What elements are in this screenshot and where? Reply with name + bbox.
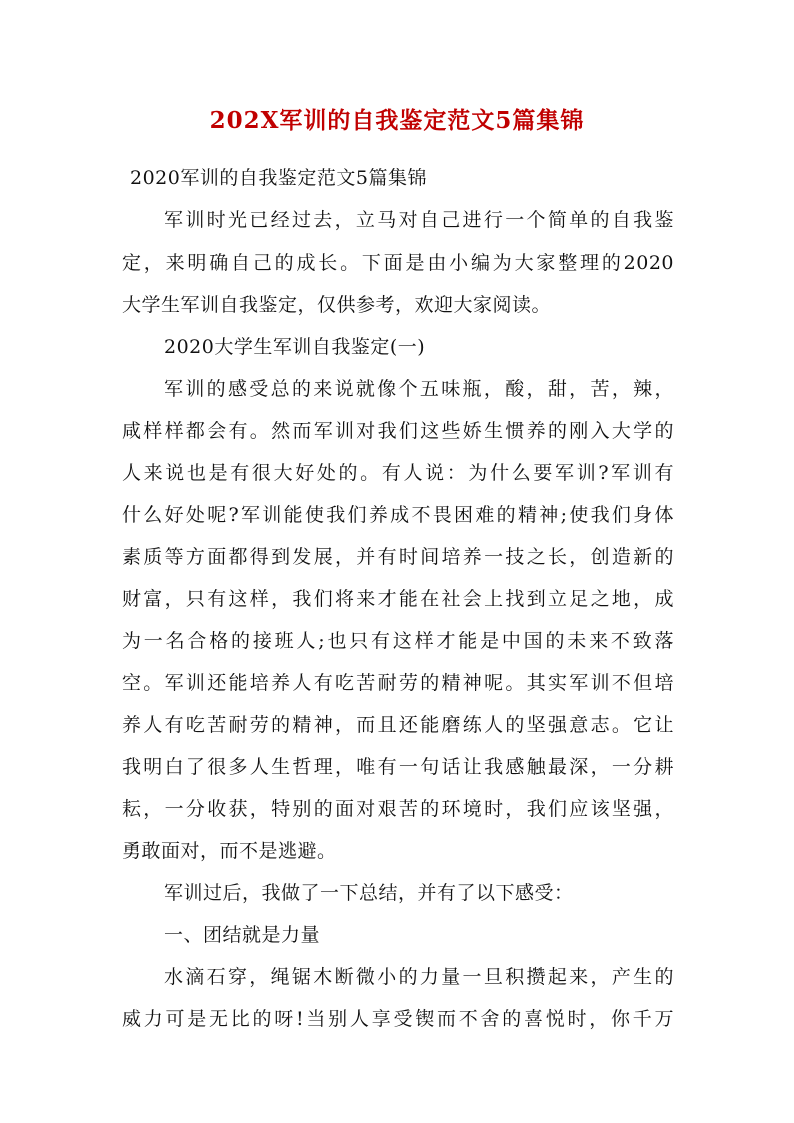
section-heading: 2020大学生军训自我鉴定(一) [164,336,426,358]
paragraph-line: 大学生军训自我鉴定，仅供参考，欢迎大家阅读。 [122,294,552,316]
paragraph-line: 空。军训还能培养人有吃苦耐劳的精神呢。其实军训不但培 [122,672,674,694]
paragraph-line: 人来说也是有很大好处的。有人说：为什么要军训?军训有 [122,462,674,484]
paragraph-line: 威力可是无比的呀!当别人享受锲而不舍的喜悦时，你千万 [122,1008,674,1030]
paragraph-line: 我明白了很多人生哲理，唯有一句话让我感触最深，一分耕 [122,756,674,778]
paragraph-line: 养人有吃苦耐劳的精神，而且还能磨练人的坚强意志。它让 [122,714,674,736]
paragraph-line: 军训时光已经过去，立马对自己进行一个简单的自我鉴 [164,209,674,231]
paragraph-line: 财富，只有这样，我们将来才能在社会上找到立足之地，成 [122,588,674,610]
paragraph-line: 军训的感受总的来说就像个五味瓶，酸，甜，苦，辣， [164,378,674,400]
document-subtitle: 2020军训的自我鉴定范文5篇集锦 [130,167,427,189]
paragraph-line: 什么好处呢?军训能使我们养成不畏困难的精神;使我们身体 [122,504,674,526]
paragraph-line: 勇敢面对，而不是逃避。 [122,840,337,862]
paragraph-line: 军训过后，我做了一下总结，并有了以下感受： [164,882,574,904]
paragraph-line: 水滴石穿，绳锯木断微小的力量一旦积攒起来，产生的 [164,966,674,988]
paragraph-line: 素质等方面都得到发展，并有时间培养一技之长，创造新的 [122,546,674,568]
paragraph-line: 定，来明确自己的成长。下面是由小编为大家整理的2020 [122,252,674,274]
paragraph-line: 咸样样都会有。然而军训对我们这些娇生惯养的刚入大学的 [122,420,674,442]
paragraph-line: 耘，一分收获，特别的面对艰苦的环境时，我们应该坚强， [122,798,674,820]
paragraph-line: 为一名合格的接班人;也只有这样才能是中国的未来不致落 [122,630,674,652]
document-title: 202X军训的自我鉴定范文5篇集锦 [209,107,585,134]
section-heading: 一、团结就是力量 [164,924,321,946]
